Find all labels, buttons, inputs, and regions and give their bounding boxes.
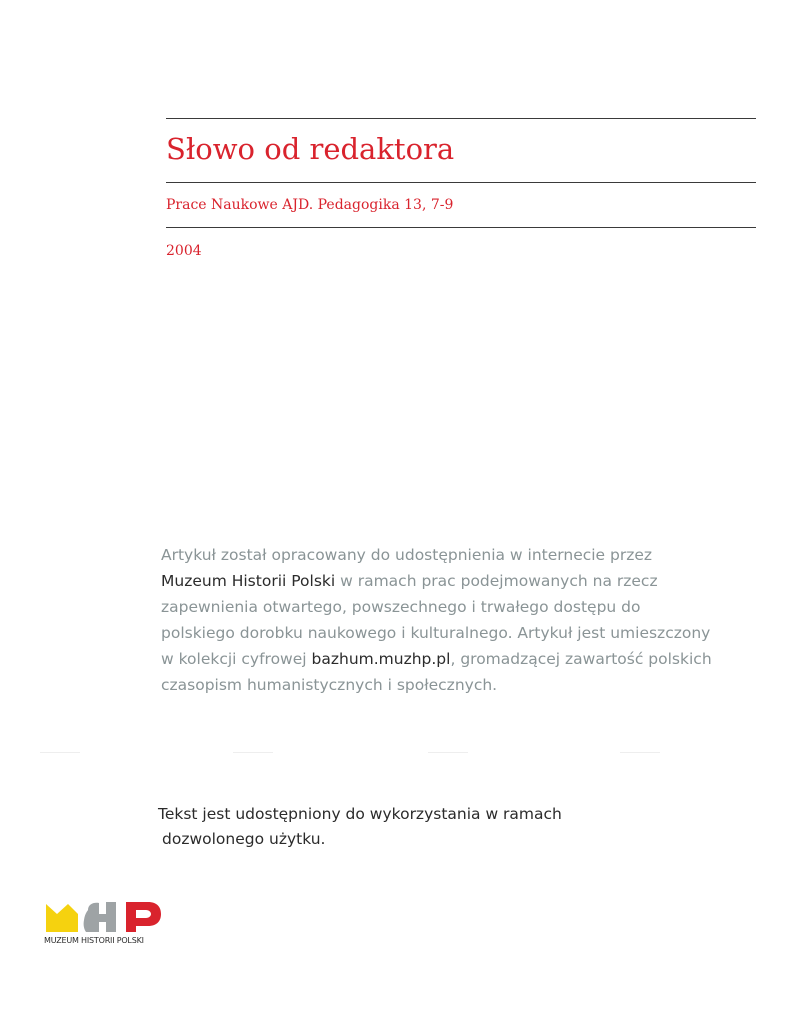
separator-dash [428, 752, 468, 753]
notice-line-2-rest: w ramach prac podejmowanych na rzecz [335, 572, 658, 590]
logo-h-mark [84, 902, 116, 932]
top-rule [166, 118, 756, 119]
mhp-logo-icon [44, 900, 164, 934]
separator-dash [620, 752, 660, 753]
article-title: Słowo od redaktora [166, 132, 455, 166]
publication-year: 2004 [166, 243, 202, 259]
usage-notice [158, 802, 678, 852]
usage-line-1: Tekst jest udostępniony do wykorzystania w ramach [158, 805, 562, 823]
notice-line-4: polskiego dorobku naukowego i kulturalnego. Artykuł jest umieszczony [161, 624, 711, 642]
museum-logo [44, 900, 174, 950]
institution-name: Muzeum Historii Polski [161, 572, 336, 590]
logo-m-mark [46, 904, 78, 932]
notice-line-2 [161, 568, 761, 594]
logo-p-mark [126, 902, 161, 932]
digitization-notice [161, 542, 761, 698]
separator-dash [233, 752, 273, 753]
usage-line-2: dozwolonego użytku. [162, 830, 326, 848]
article-source: Prace Naukowe AJD. Pedagogika 13, 7-9 [166, 197, 454, 213]
notice-line-5 [161, 646, 761, 672]
notice-line-5-end: , gromadzącej zawartość polskich [450, 650, 712, 668]
notice-line-5-start: w kolekcji cyfrowej [161, 650, 312, 668]
title-rule [166, 182, 756, 183]
notice-line-1: Artykuł został opracowany do udostępnienia w internecie przez [161, 546, 653, 564]
source-rule [166, 227, 756, 228]
logo-caption: MUZEUM HISTORII POLSKI [44, 936, 144, 945]
notice-line-6: czasopism humanistycznych i społecznych. [161, 676, 498, 694]
separator-dash [40, 752, 80, 753]
collection-link[interactable]: bazhum.muzhp.pl [311, 650, 451, 668]
notice-line-3: zapewnienia otwartego, powszechnego i trwałego dostępu do [161, 598, 641, 616]
